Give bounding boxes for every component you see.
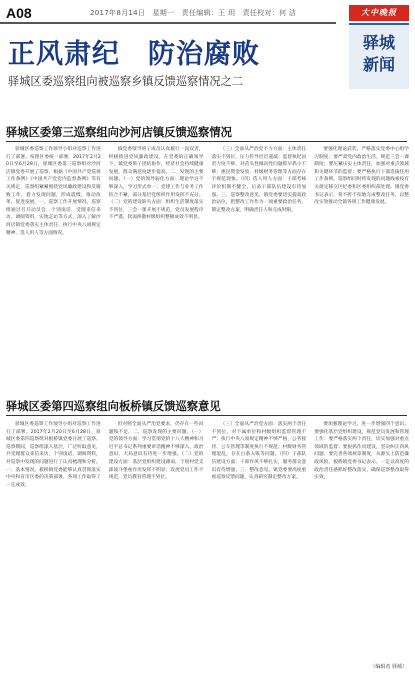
header-meta: 2017年8月14日 星期一 责任编辑：王 玥 责任校对：何 洁 — [90, 9, 297, 17]
article-2-title: 驿城区委第四巡察组向板桥镇反馈巡察意见 — [6, 400, 221, 413]
article-1-column: （三）全面从严治党不力方面：主体责任落实不到位，压力传导层层递减；监督执纪问责力度不够，对苗头性倾向性问题抓早抓小不够；惠民资金发放、村级财务管理等方面存在不规范现象。（四）选人用人方面：干部考核评价机制不健全，后备干部队伍建设有待加强。三、巡察整改意见。镇党委要切实提高政治站位，把整改工作作为一项重要政治任务，制定整改方案，明确责任人和完成时限。 — [211, 147, 307, 213]
section-masthead — [349, 5, 409, 91]
newspaper-logo: 大中晚报 — [349, 5, 409, 21]
section-title-box — [349, 23, 409, 89]
page-number: A08 — [6, 5, 32, 21]
article-1-column: 镇党委领导班子成员认真履行一岗双责，积极推进党风廉政建设。在党委的正确领导下，镇党委班子团结协作，经济社会持续健康发展，群众满意度逐步提高。二、发现的主要问题。（一）党的领导弱化方面：理论学习不够深入，学习形式单一；党建工作与业务工作结合不紧，部分基层党组织作用发挥不充分。（二）党的建设缺失方面：组织生活制度落实不到位，三会一课开展不规范，党员发展程序不严谨，软弱涣散村级组织整顿成效不明显。 — [108, 147, 204, 221]
section-title-line1: 驿城 — [362, 33, 395, 52]
header-rule — [0, 22, 336, 24]
page-subheadline: 驿城区委巡察组向被巡察乡镇反馈巡察情况之二 — [8, 75, 243, 88]
article-1-column: 要强化理论武装，严格落实党委中心组学习制度；要严肃党内政治生活，规范三会一课制度；要压紧压实主体责任，加强对重点领域和关键环节的监督；要严格执行干部选拔任用工作条例。巡察组同时将发现的问题线索按有关规定移交区纪委和区委组织部处理。镇党委书记表示，将不折不扣地完成整改任务，以整改实效推动全镇各项工作健康发展。 — [314, 147, 409, 206]
article-2-column: 但对照全面从严治党要求，仍存在一些问题和不足。二、巡察发现的主要问题。（一）党的领导方面：学习贯彻党的十八大精神和习近平总书记系列重要讲话精神不够深入，政治意识、大局意识有待进一步增强。（二）党的建设方面：基层党组织建设薄弱，个别村党支部战斗堡垒作用发挥不明显；发展党员工作不规范，党员教育管理不到位。 — [108, 422, 204, 481]
article-2-column: 驿城区委巡察工作领导小组对巡察工作进行了部署。2017年2月20日至6月28日，驿城区委第四巡察组对板桥镇党委开展了巡察。巡察期间，巡察组深入基层，广泛听取意见，共受理群众来信来访，个别谈话，调阅资料，对巡察中发现的问题进行了认真梳理和分析。一、基本情况。板桥镇党委能够认真贯彻落实中央和省市区委的决策部署，各项工作取得了一定成效。 — [6, 422, 101, 488]
article-1-column: 驿城区委巡察工作领导小组对巡察工作进行了部署。按照区委统一部署，2017年2月20日至6月28日，驿城区委第三巡察组对沙河店镇党委开展了巡察。根据《中国共产党巡视工作条例》《中国共产党党内监督条例》等有关规定，巡察组紧紧围绕党风廉政建设和反腐败工作，着力发现问题，形成震慑，推动改革，促进发展。一、巡察工作开展情况。巡察组通过召开动员会、个别谈话、受理来信来访、调阅资料、实地走访等方式，深入了解沙河店镇党委落实主体责任、执行中央八项规定精神、选人用人等方面情况。 — [6, 147, 101, 236]
section-title-line2: 新闻 — [362, 55, 395, 74]
article-1-body — [6, 146, 409, 378]
article-2-column: 要加强理论学习，进一步增强四个意识；要强化基层党组织建设，规范党员发展和管理工作；要严格落实两个责任，切实加强对重点领域的监督；要狠抓作风建设，坚决纠正四风问题；要完善各项规章制度，从源头上防范廉政风险。板桥镇党委书记表示，一定以高度的政治责任感抓好整改落实，确保巡察整改取得实效。 — [314, 422, 409, 481]
article-2-rule — [6, 415, 407, 416]
article-1-title: 驿城区委第三巡察组向沙河店镇反馈巡察情况 — [6, 126, 232, 139]
article-1-rule — [6, 141, 407, 142]
article-2-body — [6, 421, 409, 667]
article-byline: （编辑者 驿城） — [370, 664, 407, 670]
page-headline: 正风肃纪 防治腐败 — [8, 39, 260, 70]
article-2-column: （三）全面从严治党方面：落实两个责任不到位，对下属单位和村级组织监督管理不严；执行中央八项规定精神不够严格，公务接待、公车管理等制度执行不规范；村级财务管理混乱，存在白条入账等问题。（四）干部队伍建设方面：干部作风不够扎实，服务群众意识有待增强。三、整改意见。镇党委要高度重视巡察反馈问题，认真研究制定整改方案。 — [211, 422, 307, 481]
